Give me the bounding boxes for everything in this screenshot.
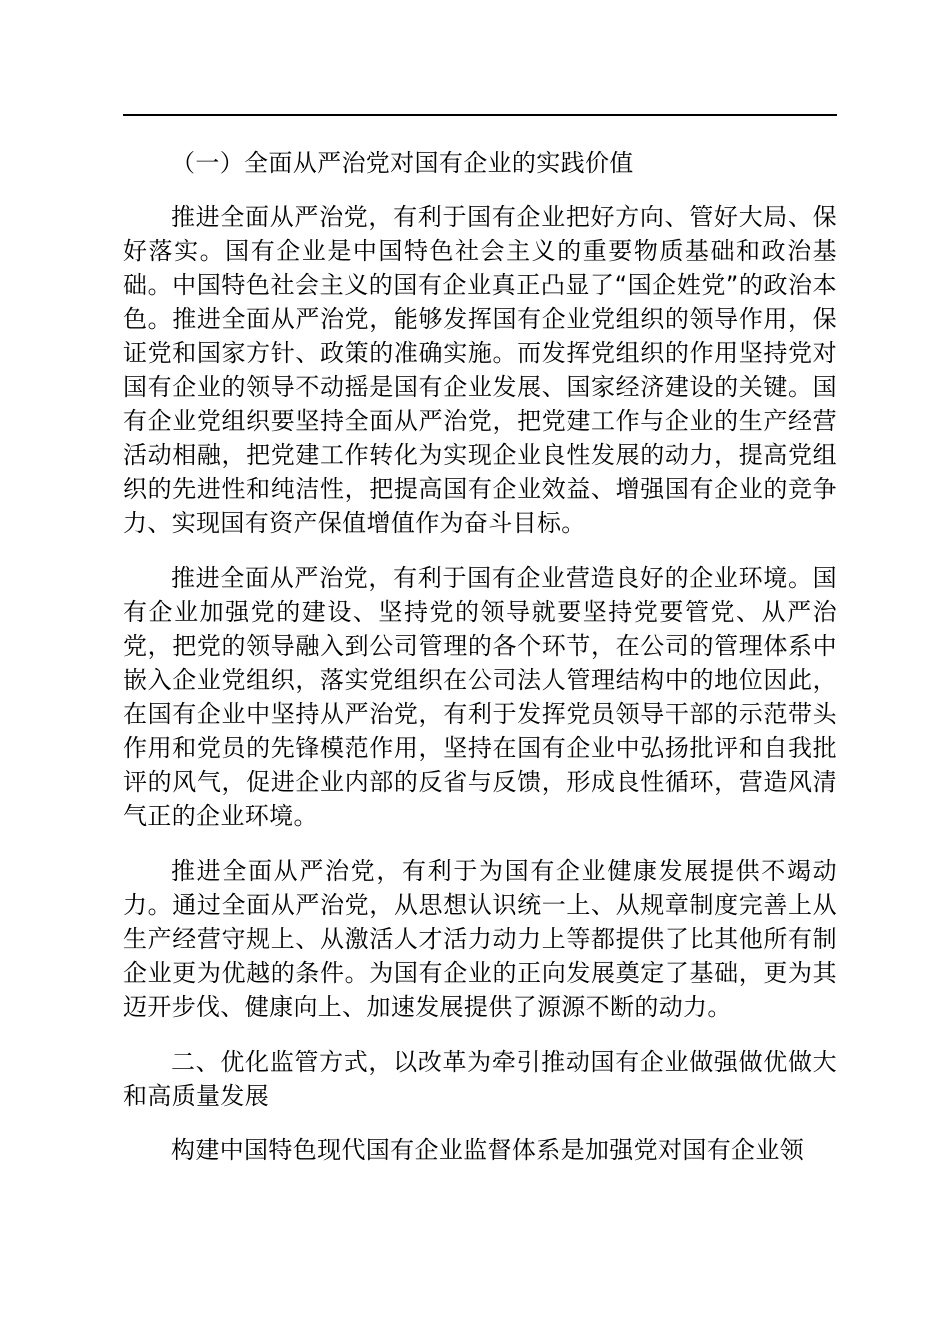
header-rule bbox=[123, 114, 837, 116]
paragraph-direction: 推进全面从严治党，有利于国有企业把好方向、管好大局、保好落实。国有企业是中国特色社会主义的重要物质基础和政治基础。中国特色社会主义的国有企业真正凸显了“国企姓党”的政治本色。推进全面从严治党，能够发挥国有企业党组织的领导作用，保证党和国家方针、政策的准确实施。而发挥党组织的作用坚持党对国有企业的领导不动摇是国有企业发展、国家经济建设的关键。国有企业党组织要坚持全面从严治党，把党建工作与企业的生产经营活动相融，把党建工作转化为实现企业良性发展的动力，提高党组织的先进性和纯洁性，把提高国有企业效益、增强国有企业的竞争力、实现国有资产保值增值作为奋斗目标。 bbox=[123, 203, 837, 537]
document-body bbox=[123, 146, 837, 1167]
section-heading: 二、优化监管方式，以改革为牵引推动国有企业做强做优做大和高质量发展 bbox=[123, 1048, 837, 1110]
paragraph-supervision: 构建中国特色现代国有企业监督体系是加强党对国有企业领 bbox=[171, 1136, 805, 1164]
paragraph-motivation: 推进全面从严治党，有利于为国有企业健康发展提供不竭动力。通过全面从严治党，从思想认识统一上、从规章制度完善上从生产经营守规上、从激活人才活力动力上等都提供了比其他所有制企业更为优越的条件。为国有企业的正向发展奠定了基础，更为其迈开步伐、健康向上、加速发展提供了源源不断的动力。 bbox=[123, 857, 837, 1021]
subsection-heading: （一）全面从严治党对国有企业的实践价值 bbox=[171, 149, 634, 177]
paragraph-environment: 推进全面从严治党，有利于国有企业营造良好的企业环境。国有企业加强党的建设、坚持党的领导就要坚持党要管党、从严治党，把党的领导融入到公司管理的各个环节，在公司的管理体系中嵌入企业党组织，落实党组织在公司法人管理结构中的地位因此，在国有企业中坚持从严治党，有利于发挥党员领导干部的示范带头作用和党员的先锋模范作用，坚持在国有企业中弘扬批评和自我批评的风气，促进企业内部的反省与反馈，形成良性循环，营造风清气正的企业环境。 bbox=[123, 564, 837, 830]
